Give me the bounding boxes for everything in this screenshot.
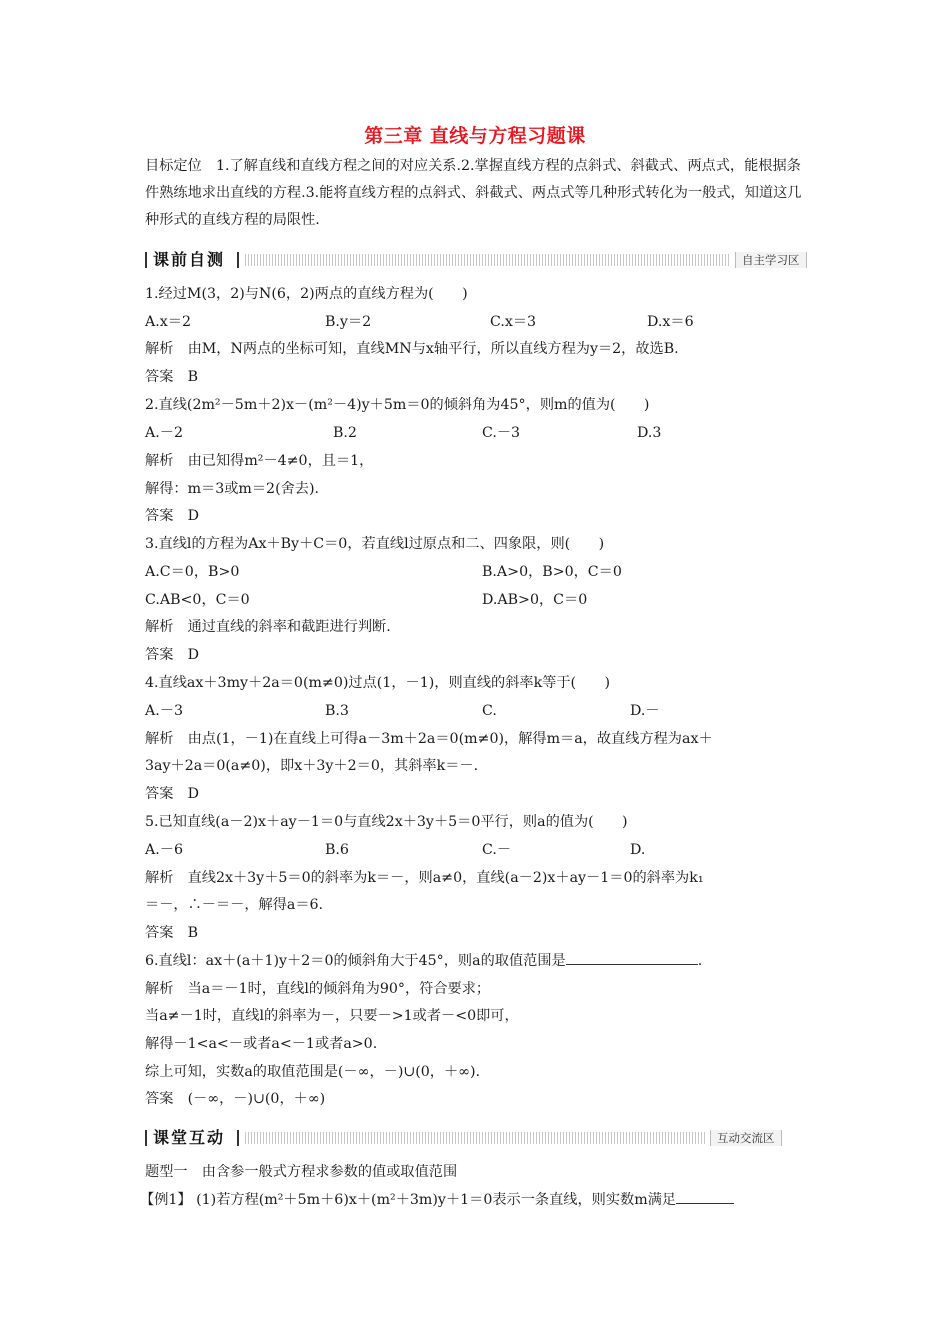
q5-answer: 答案 B — [145, 925, 198, 941]
q3-option-c: C.AB<0，C＝0 — [145, 592, 250, 608]
q6-analysis-4: 综上可知，实数a的取值范围是(－∞，－)∪(0，＋∞). — [145, 1064, 481, 1080]
section-label: 课堂互动 — [153, 1128, 226, 1147]
q1-option-a: A.x＝2 — [145, 314, 191, 330]
q6-stem — [145, 950, 702, 972]
q3-answer: 答案 D — [145, 647, 199, 663]
q2-stem: 2.直线(2m²－5m＋2)x－(m²－4)y＋5m＝0的倾斜角为45°，则m的值为( ) — [145, 397, 650, 413]
q6-stem-end: . — [697, 953, 703, 969]
q2-option-c: C.－3 — [482, 425, 521, 441]
q3-option-b: B.A>0，B>0，C＝0 — [482, 564, 622, 580]
q3-analysis: 解析 通过直线的斜率和截距进行判断. — [145, 619, 391, 635]
q4-stem: 4.直线ax＋3my＋2a＝0(m≠0)过点(1，－1)，则直线的斜率k等于( ) — [145, 675, 610, 691]
q3-option-a: A.C＝0，B>0 — [145, 564, 240, 580]
q1-option-b: B.y＝2 — [325, 314, 372, 330]
section-bar-classroom — [145, 1127, 805, 1149]
q6-analysis-2: 当a≠－1时，直线l的斜率为－，只要－>1或者－<0即可， — [145, 1008, 519, 1024]
q4-analysis-1: 解析 由点(1，－1)在直线上可得a－3m＋2a＝0(m≠0)，解得m＝a，故直线方程为ax＋ — [145, 731, 713, 747]
q6-stem-text: 6.直线l：ax＋(a＋1)y＋2＝0的倾斜角大于45°，则a的取值范围是 — [145, 953, 566, 969]
bar-mid-cap — [237, 1130, 239, 1146]
q6-answer: 答案 (－∞，－)∪(0，＋∞) — [145, 1091, 326, 1107]
q5-analysis-2: ＝－，∴－＝－，解得a＝6. — [145, 897, 324, 913]
q3-stem: 3.直线l的方程为Ax＋By＋C＝0，若直线l过原点和二、四象限，则( ) — [145, 536, 605, 552]
bar-left-cap — [145, 252, 147, 268]
q6-analysis-1: 解析 当a＝－1时，直线l的倾斜角为90°，符合要求； — [145, 981, 491, 997]
example1 — [140, 1189, 734, 1211]
section-zone-label: 互动交流区 — [710, 1130, 782, 1146]
page-title: 第三章 直线与方程习题课 — [364, 125, 586, 147]
q2-analysis-1: 解析 由已知得m²－4≠0，且＝1， — [145, 453, 374, 469]
q1-analysis: 解析 由M，N两点的坐标可知，直线MN与x轴平行，所以直线方程为y＝2，故选B. — [145, 341, 679, 357]
q2-answer: 答案 D — [145, 508, 199, 524]
section-bar-pretest — [145, 249, 830, 271]
q1-answer: 答案 B — [145, 369, 198, 385]
q1-stem: 1.经过M(3，2)与N(6，2)两点的直线方程为( ) — [145, 286, 468, 302]
q6-analysis-3: 解得－1<a<－或者a<－1或者a>0. — [145, 1036, 378, 1052]
section-zone-label: 自主学习区 — [735, 252, 807, 268]
q5-option-c: C.－ — [482, 842, 512, 858]
q4-option-d: D.－ — [630, 703, 660, 719]
q4-answer: 答案 D — [145, 786, 199, 802]
section-label: 课前自测 — [153, 250, 226, 269]
bar-hatch — [245, 254, 730, 266]
q4-option-b: B.3 — [325, 703, 349, 719]
q4-analysis-2: 3ay＋2a＝0(a≠0)，即x＋3y＋2＝0，其斜率k＝－. — [145, 758, 479, 774]
q1-option-d: D.x＝6 — [647, 314, 694, 330]
goal-paragraph: 目标定位 1.了解直线和直线方程之间的对应关系.2.掌握直线方程的点斜式、斜截式、两点式，能根据条件熟练地求出直线的方程.3.能将直线方程的点斜式、斜截式、两点式等几种形式转化为一般式，知道这几种形式的直线方程的局限性. — [145, 158, 802, 228]
q5-option-a: A.－6 — [145, 842, 183, 858]
q2-option-b: B.2 — [333, 425, 357, 441]
bar-hatch — [245, 1132, 705, 1144]
example1-answer-blank[interactable] — [676, 1189, 734, 1204]
q5-analysis-1: 解析 直线2x＋3y＋5＝0的斜率为k＝－，则a≠0，直线(a－2)x＋ay－1＝0的斜率为k₁ — [145, 870, 704, 886]
type1-heading: 题型一 由含参一般式方程求参数的值或取值范围 — [145, 1164, 458, 1180]
q1-option-c: C.x＝3 — [490, 314, 537, 330]
example1-text: 【例1】 (1)若方程(m²＋5m＋6)x＋(m²＋3m)y＋1＝0表示一条直线，则实数m满足 — [140, 1192, 677, 1208]
q6-answer-blank[interactable] — [566, 950, 698, 965]
q3-option-d: D.AB>0，C＝0 — [482, 592, 588, 608]
q5-option-d: D. — [630, 842, 646, 858]
q4-option-c: C. — [482, 703, 497, 719]
q5-stem: 5.已知直线(a－2)x＋ay－1＝0与直线2x＋3y＋5＝0平行，则a的值为( ) — [145, 814, 628, 830]
bar-mid-cap — [237, 252, 239, 268]
q4-option-a: A.－3 — [145, 703, 183, 719]
q2-option-a: A.－2 — [145, 425, 183, 441]
q2-option-d: D.3 — [637, 425, 662, 441]
q2-analysis-2: 解得：m＝3或m＝2(舍去). — [145, 481, 320, 497]
q5-option-b: B.6 — [325, 842, 349, 858]
bar-left-cap — [145, 1130, 147, 1146]
